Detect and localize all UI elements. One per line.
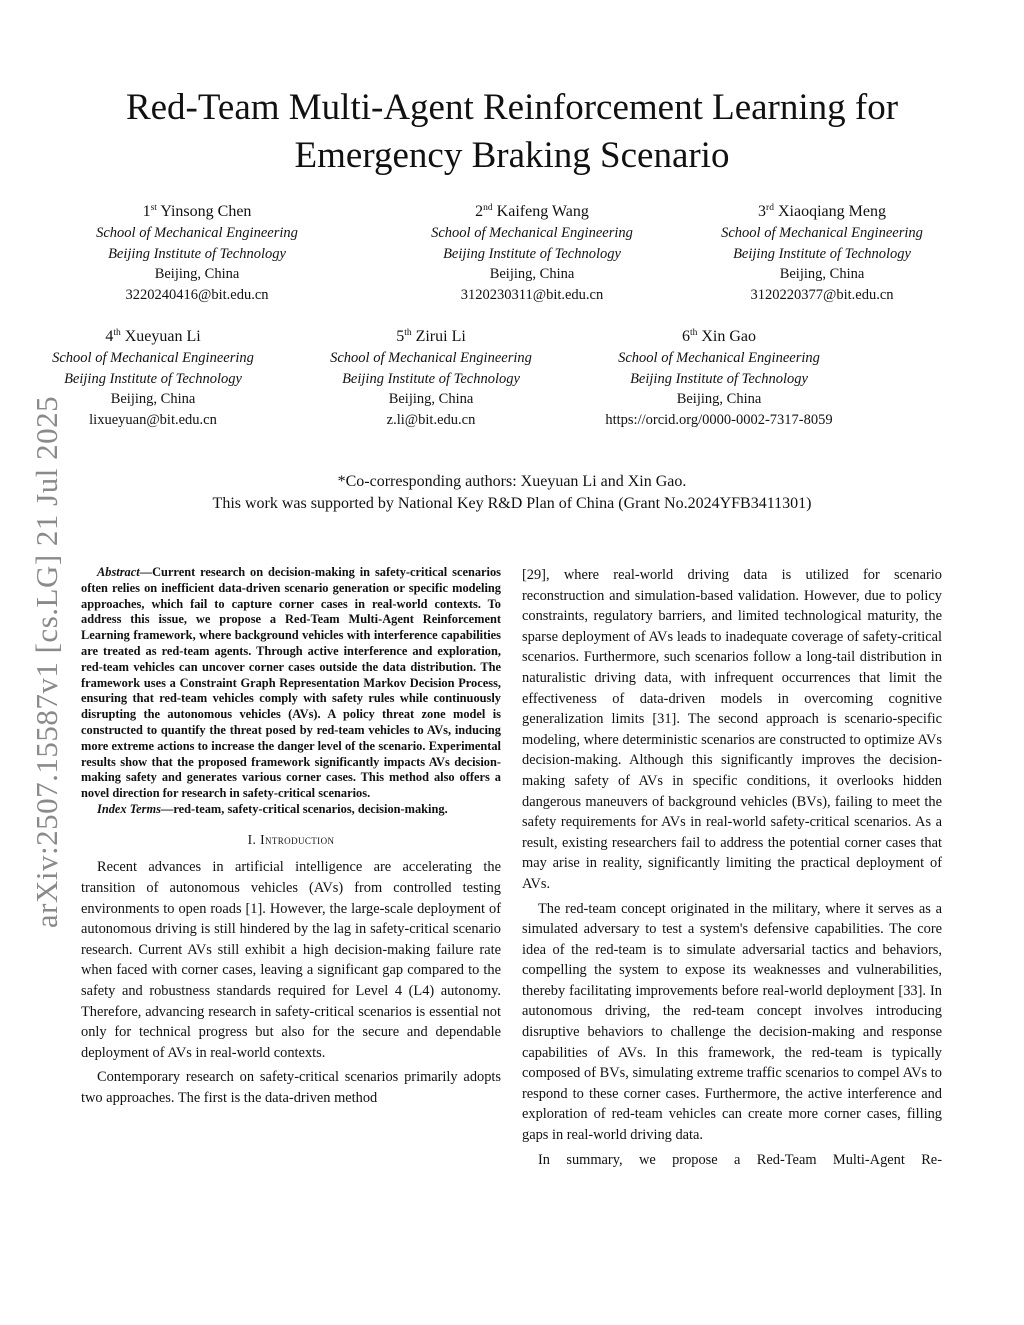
section-title: Introduction: [260, 831, 335, 847]
section-number: I.: [247, 831, 261, 847]
author-location: Beijing, China: [110, 391, 196, 408]
title-line-1: Red-Team Multi-Agent Reinforcement Learning for: [125, 87, 899, 128]
author-ordinal-suffix: st: [150, 203, 157, 213]
author-institution: Beijing Institute of Technology: [733, 245, 911, 262]
abstract-label: Abstract: [97, 565, 140, 579]
author-ordinal: 3: [758, 203, 767, 220]
author-location: Beijing, China: [388, 391, 474, 408]
author-location: Beijing, China: [489, 266, 575, 283]
corresponding-authors-note: *Co-corresponding authors: Xueyuan Li and Xin Gao.: [337, 473, 687, 490]
author-location: Beijing, China: [779, 266, 865, 283]
author-block: [382, 201, 682, 305]
author-ordinal: 4: [105, 328, 114, 345]
author-email: 3120230311@bit.edu.cn: [460, 286, 604, 303]
author-block: [569, 326, 869, 430]
index-terms-label: Index Terms: [97, 801, 161, 816]
author-ordinal-suffix: nd: [483, 203, 493, 213]
author-institution: Beijing Institute of Technology: [64, 370, 242, 387]
author-ordinal-suffix: th: [113, 328, 121, 338]
intro-paragraph-3: The red-team concept originated in the military, where it serves as a simulated adversary to test a system's defensive capabilities. The core idea of the red-team is to simulate adversarial tactics and behaviors, compelling the system to expose its weaknesses and vulnerabilities, thereby facilitating improvements before real-world deployment [33]. In autonomous driving, the red-team concept involves introducing disruptive behaviors to challenge the decision-making and response capabilities of AVs. In this framework, the red-team is typically composed of BVs, simulating extreme traffic scenarios to compel AVs to respond to these corner cases. Furthermore, the active interference and exploration of red-team vehicles can create more corner cases, filling gaps in real-world driving data.: [522, 900, 942, 1144]
author-email: 3120220377@bit.edu.cn: [750, 286, 894, 303]
author-ordinal: 1: [142, 203, 151, 220]
author-block: [672, 201, 972, 305]
author-institution: Beijing Institute of Technology: [108, 245, 286, 262]
author-ordinal: 5: [396, 328, 405, 345]
author-department: School of Mechanical Engineering: [52, 350, 254, 366]
author-orcid-link[interactable]: https://orcid.org/0000-0002-7317-8059: [605, 411, 833, 428]
arxiv-identifier: arXiv:2507.15587v1 [cs.LG] 21 Jul 2025: [29, 395, 64, 929]
author-name: Zirui Li: [415, 328, 466, 345]
index-terms: [81, 802, 501, 818]
intro-paragraph-4: In summary, we propose a Red-Team Multi-Agent Re-: [538, 1151, 942, 1168]
author-ordinal: 2: [475, 203, 484, 220]
abstract-text: —Current research on decision-making in safety-critical scenarios often relies on inefficient data-driven scenario generation or specific modeling approaches, which fail to capture corner cases in real-world contexts. To address this issue, we propose a Red-Team Multi-Agent Reinforcement Learning framework, where background vehicles with interference capabilities are treated as red-team agents. Through active interference and exploration, red-team vehicles can uncover corner cases outside the data distribution. The framework uses a Constraint Graph Representation Markov Decision Process, ensuring that red-team vehicles comply with safety rules while continuously disrupting the autonomous vehicles (AVs). A policy threat zone model is constructed to quantify the threat posed by red-team vehicles to AVs, inducing more extreme actions to increase the danger level of the scenario. Experimental results show that the proposed framework significantly impacts AVs decision-making safety and generates various corner cases. This method also offers a novel direction for research in safety-critical scenarios.: [81, 565, 501, 801]
title-line-2: Emergency Braking Scenario: [294, 135, 730, 176]
intro-paragraph-2-continued: [29], where real-world driving data is utilized for scenario reconstruction and simulation-based validation. However, due to policy constraints, regulatory barriers, and limited technological maturity, the sparse deployment of AVs leads to inadequate coverage of safety-critical scenarios. Furthermore, such scenarios follow a long-tail distribution in naturalistic driving data, with infrequent occurrences that limit the effectiveness of data-driven models in overcoming cognitive generalization limits [31]. The second approach is scenario-specific modeling, where deterministic scenarios are constructed to optimize AVs decision-making. Although this significantly improves the decision-making safety of AVs in specific conditions, it overlooks hidden dangerous maneuvers of background vehicles (BVs), failing to meet the safety requirements for AVs in real-world safety-critical scenarios. As a result, existing researchers fail to address the potential corner cases that may arise in reality, significantly limiting the practical deployment of AVs.: [522, 567, 942, 892]
author-ordinal: 6: [681, 328, 690, 345]
author-department: School of Mechanical Engineering: [330, 350, 532, 366]
author-department: School of Mechanical Engineering: [618, 350, 820, 366]
author-email: 3220240416@bit.edu.cn: [125, 286, 269, 303]
section-heading-introduction: [81, 830, 501, 851]
author-email: z.li@bit.edu.cn: [386, 411, 476, 428]
intro-paragraph-1: Recent advances in artificial intelligence are accelerating the transition of autonomous vehicles (AVs) from controlled testing environments to open roads [1]. However, the large-scale deployment of autonomous driving is still hindered by the lag in safety-critical scenario research. Current AVs still exhibit a high decision-making failure rate when faced with corner cases, leaving a significant gap compared to the safety and robustness standards required for Level 4 (L4) autonomy. Therefore, advancing research in safety-critical scenarios is essential not only for technical progress but also for the secure and dependable deployment of AVs in real-world contexts.: [81, 859, 501, 1061]
author-block: [281, 326, 581, 430]
author-location: Beijing, China: [154, 266, 240, 283]
intro-paragraph-2: Contemporary research on safety-critical scenarios primarily adopts two approaches. The first is the data-driven method: [81, 1069, 501, 1106]
abstract: [81, 565, 501, 802]
author-department: School of Mechanical Engineering: [721, 225, 923, 241]
author-block: [47, 201, 347, 305]
author-department: School of Mechanical Engineering: [96, 225, 298, 241]
right-column: [522, 565, 942, 1170]
author-name: Xin Gao: [701, 328, 757, 345]
author-location: Beijing, China: [676, 391, 762, 408]
paper-title: [60, 84, 964, 180]
funding-note: This work was supported by National Key R&D Plan of China (Grant No.2024YFB3411301): [212, 495, 812, 512]
author-department: School of Mechanical Engineering: [431, 225, 633, 241]
author-name: Yinsong Chen: [160, 203, 252, 220]
left-column: [81, 565, 501, 1108]
author-name: Xueyuan Li: [124, 328, 201, 345]
author-ordinal-suffix: th: [689, 328, 698, 338]
author-institution: Beijing Institute of Technology: [630, 370, 808, 387]
author-name: Kaifeng Wang: [496, 203, 589, 220]
author-ordinal-suffix: th: [404, 328, 412, 338]
author-block: [3, 326, 303, 430]
notes-block: [60, 471, 964, 515]
index-terms-text: —red-team, safety-critical scenarios, decision-making.: [160, 801, 448, 816]
author-name: Xiaoqiang Meng: [777, 203, 886, 220]
author-institution: Beijing Institute of Technology: [443, 245, 621, 262]
author-institution: Beijing Institute of Technology: [342, 370, 520, 387]
author-email: lixueyuan@bit.edu.cn: [89, 411, 217, 428]
author-ordinal-suffix: rd: [766, 203, 774, 213]
